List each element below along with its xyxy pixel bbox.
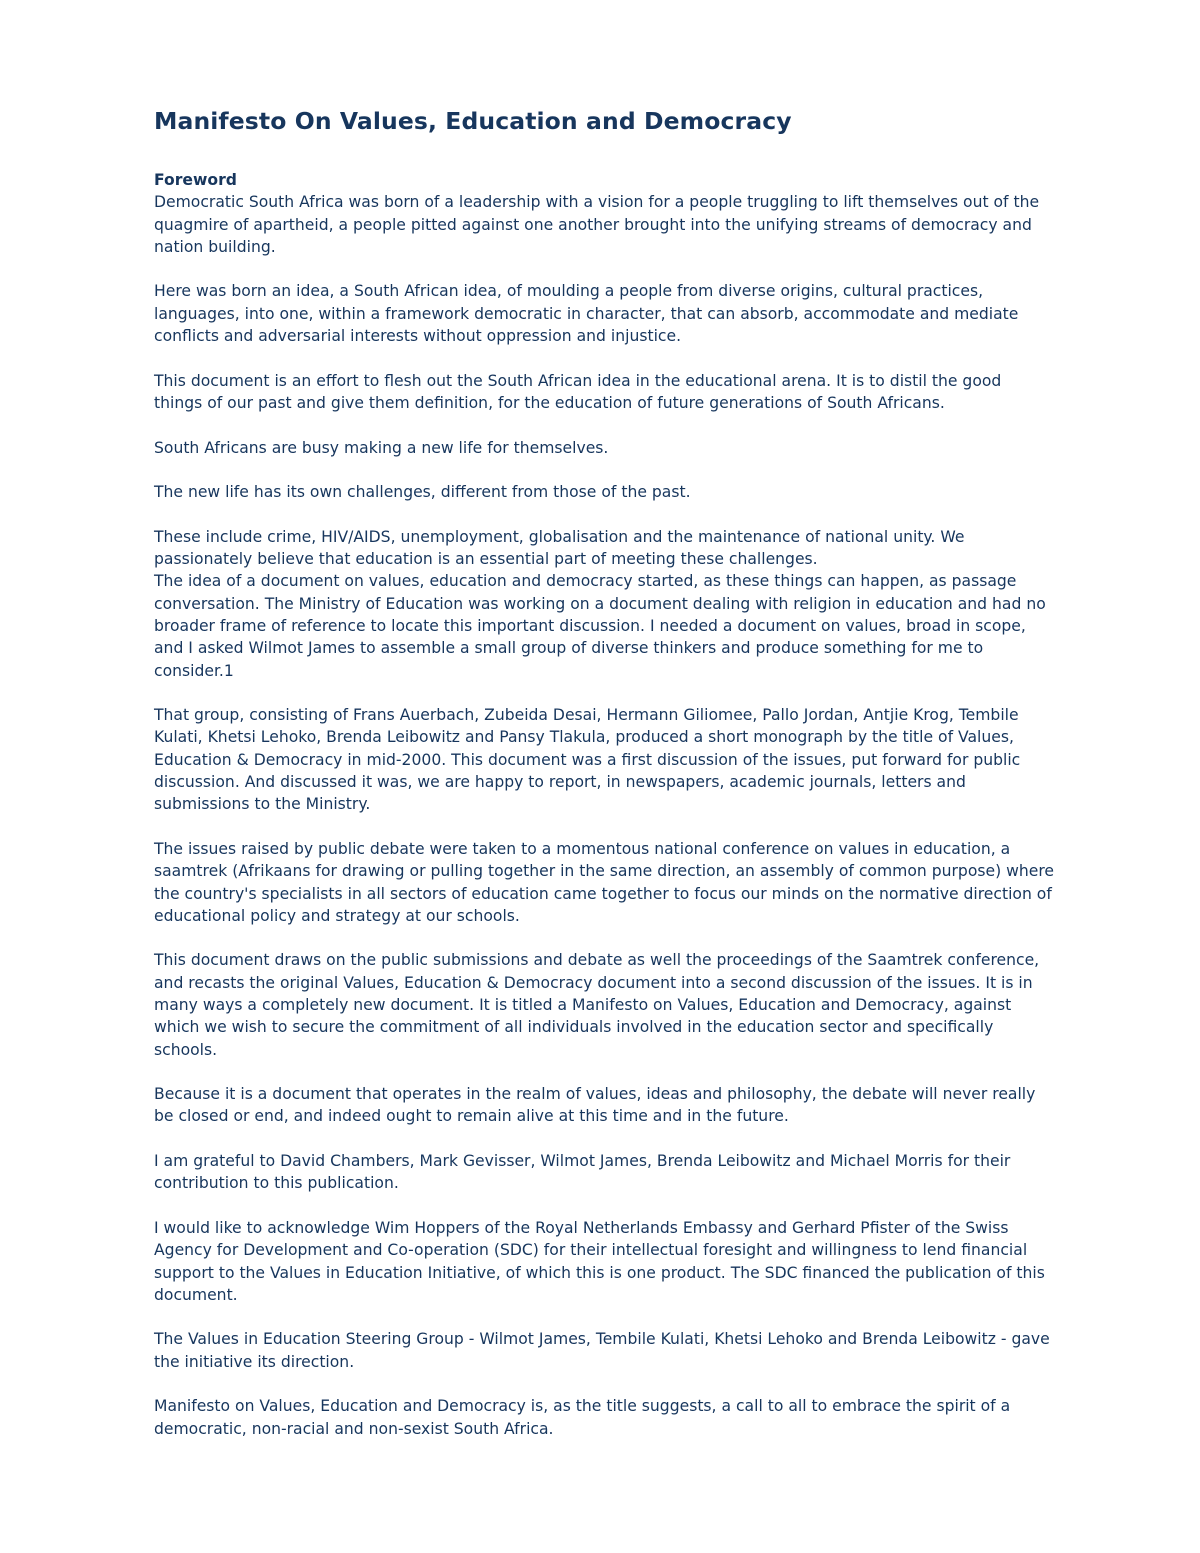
paragraph: South Africans are busy making a new life for themselves. [154,438,609,457]
paragraph: These include crime, HIV/AIDS, unemployment, globalisation and the maintenance of national unity. We passionately believe that education is an essential part of meeting these challenges. [154,527,965,569]
paragraph: This document draws on the public submissions and debate as well the proceedings of the Saamtrek conference, and recasts the original Values, Education & Democracy document into a second discussion of the issues. It is in many ways a completely new document. It is titled a Manifesto on Values, Education and Democracy, against which we wish to secure the commitment of all individuals involved in the education sector and specifically schools. [154,951,1040,1059]
document-title: Manifesto On Values, Education and Democracy [154,107,792,135]
paragraph: Because it is a document that operates in the realm of values, ideas and philosophy, the debate will never really be closed or end, and indeed ought to remain alive at this time and in the future. [154,1085,1036,1126]
paragraph: Here was born an idea, a South African idea, of moulding a people from diverse origins, cultural practices, languages, into one, within a framework democratic in character, that can absorb, accommodate and mediate conflicts and adversarial interests without oppression and injustice. [154,282,1019,346]
paragraph: The issues raised by public debate were taken to a momentous national conference on values in education, a saamtrek (Afrikaans for drawing or pulling together in the same direction, an assembly of common purpose) where the country's specialists in all sectors of education came together to focus our minds on the normative direction of educational policy and strategy at our schools. [154,839,1055,925]
paragraph: The new life has its own challenges, different from those of the past. [154,483,691,502]
paragraph: The idea of a document on values, education and democracy started, as these things can happen, as passage conversation. The Ministry of Education was working on a document dealing with religion in education and had no broader frame of reference to locate this important discussion. I needed a document on values, broad in scope, and I asked Wilmot James to assemble a small group of diverse thinkers and produce something for me to consider.1 [154,572,1046,680]
paragraph: Manifesto on Values, Education and Democracy is, as the title suggests, a call to all to embrace the spirit of a democratic, non-racial and non-sexist South Africa. [154,1397,1011,1438]
paragraph: That group, consisting of Frans Auerbach, Zubeida Desai, Hermann Giliomee, Pallo Jordan, Antjie Krog, Tembile Kulati, Khetsi Lehoko, Brenda Leibowitz and Pansy Tlakula, produced a short monograph by the title of Values, Education & Democracy in mid-2000. This document was a first discussion of the issues, put forward for public discussion. And discussed it was, we are happy to report, in newspapers, academic journals, letters and submissions to the Ministry. [154,706,1021,814]
paragraph: I am grateful to David Chambers, Mark Gevisser, Wilmot James, Brenda Leibowitz and Michael Morris for their contribution to this publication. [154,1152,1011,1193]
document-body [154,104,1054,1462]
paragraph: Democratic South Africa was born of a leadership with a vision for a people truggling to lift themselves out of the quagmire of apartheid, a people pitted against one another brought into the unifying streams of democracy and nation building. [154,193,1040,256]
section-heading-foreword: Foreword [154,171,237,189]
paragraph: The Values in Education Steering Group - Wilmot James, Tembile Kulati, Khetsi Lehoko and Brenda Leibowitz - gave the initiative its direction. [154,1330,1050,1371]
paragraph: I would like to acknowledge Wim Hoppers of the Royal Netherlands Embassy and Gerhard Pfister of the Swiss Agency for Development and Co-operation (SDC) for their intellectual foresight and willingness to lend financial support to the Values in Education Initiative, of which this is one product. The SDC financed the publication of this document. [154,1218,1045,1304]
paragraph: This document is an effort to flesh out the South African idea in the educational arena. It is to distil the good things of our past and give them definition, for the education of future generations of South Africans. [154,371,1002,412]
